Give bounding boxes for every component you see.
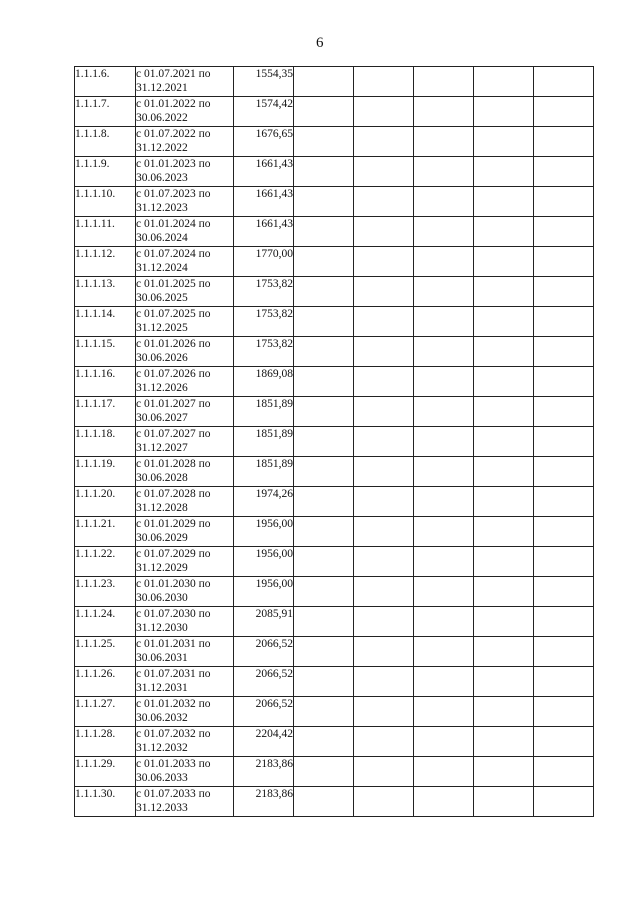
tariff-value-cell: 1753,82 [234,307,294,337]
table-row [75,397,594,427]
empty-cell [414,187,474,217]
table-row [75,157,594,187]
period-cell [136,97,234,127]
period-cell [136,757,234,787]
empty-cell [414,307,474,337]
period-cell [136,607,234,637]
period-end-line: 30.06.2031 [136,652,188,664]
item-number-cell: 1.1.1.24. [75,607,136,637]
empty-cell [294,337,354,367]
item-number-cell: 1.1.1.6. [75,67,136,97]
table-row [75,67,594,97]
empty-cell [474,247,534,277]
empty-cell [294,247,354,277]
item-number-cell: 1.1.1.10. [75,187,136,217]
period-start-line: с 01.07.2022 по [136,128,211,140]
empty-cell [474,187,534,217]
period-cell [136,277,234,307]
period-end-line: 31.12.2031 [136,682,188,694]
empty-cell [474,127,534,157]
empty-cell [474,367,534,397]
empty-cell [354,517,414,547]
tariff-value-cell: 1753,82 [234,337,294,367]
empty-cell [414,337,474,367]
empty-cell [534,637,594,667]
table-row [75,727,594,757]
tariff-value-cell: 1851,89 [234,457,294,487]
empty-cell [354,487,414,517]
tariff-value-cell: 1956,00 [234,577,294,607]
period-start-line: с 01.07.2031 по [136,668,211,680]
empty-cell [354,607,414,637]
page-number: 6 [316,35,324,51]
tariff-table [74,66,594,817]
table-body [75,67,594,817]
empty-cell [354,127,414,157]
empty-cell [354,217,414,247]
empty-cell [294,307,354,337]
empty-cell [474,217,534,247]
period-end-line: 30.06.2027 [136,412,188,424]
empty-cell [294,457,354,487]
period-start-line: с 01.07.2027 по [136,428,211,440]
empty-cell [534,397,594,427]
empty-cell [294,787,354,817]
empty-cell [414,697,474,727]
period-cell [136,487,234,517]
period-end-line: 31.12.2022 [136,142,188,154]
item-number-cell: 1.1.1.12. [75,247,136,277]
empty-cell [534,667,594,697]
item-number-cell: 1.1.1.30. [75,787,136,817]
empty-cell [354,637,414,667]
empty-cell [534,187,594,217]
tariff-value-cell: 2066,52 [234,667,294,697]
period-end-line: 31.12.2030 [136,622,188,634]
period-start-line: с 01.01.2027 по [136,398,211,410]
period-end-line: 31.12.2028 [136,502,188,514]
period-end-line: 31.12.2021 [136,82,188,94]
table-row [75,127,594,157]
period-start-line: с 01.01.2023 по [136,158,211,170]
period-start-line: с 01.07.2033 по [136,788,211,800]
empty-cell [534,487,594,517]
period-start-line: с 01.07.2023 по [136,188,211,200]
tariff-value-cell: 1956,00 [234,547,294,577]
table-row [75,427,594,457]
empty-cell [354,67,414,97]
period-start-line: с 01.01.2033 по [136,758,211,770]
empty-cell [354,247,414,277]
period-start-line: с 01.07.2028 по [136,488,211,500]
empty-cell [534,727,594,757]
period-cell [136,187,234,217]
empty-cell [534,757,594,787]
empty-cell [474,547,534,577]
tariff-value-cell: 2085,91 [234,607,294,637]
period-cell [136,787,234,817]
table-row [75,697,594,727]
period-start-line: с 01.01.2026 по [136,338,211,350]
empty-cell [294,727,354,757]
empty-cell [294,697,354,727]
empty-cell [294,187,354,217]
period-cell [136,727,234,757]
table-row [75,247,594,277]
period-cell [136,217,234,247]
period-start-line: с 01.07.2032 по [136,728,211,740]
empty-cell [534,247,594,277]
tariff-value-cell: 1974,26 [234,487,294,517]
empty-cell [474,337,534,367]
tariff-value-cell: 1753,82 [234,277,294,307]
empty-cell [294,607,354,637]
empty-cell [534,337,594,367]
empty-cell [294,427,354,457]
tariff-value-cell: 1869,08 [234,367,294,397]
period-cell [136,667,234,697]
empty-cell [354,337,414,367]
table-row [75,487,594,517]
table-row [75,337,594,367]
empty-cell [534,127,594,157]
table-row [75,517,594,547]
table-row [75,547,594,577]
empty-cell [474,637,534,667]
period-cell [136,307,234,337]
table-row [75,187,594,217]
empty-cell [414,517,474,547]
empty-cell [534,277,594,307]
empty-cell [534,97,594,127]
period-cell [136,397,234,427]
empty-cell [414,367,474,397]
empty-cell [354,457,414,487]
item-number-cell: 1.1.1.11. [75,217,136,247]
item-number-cell: 1.1.1.17. [75,397,136,427]
table-row [75,277,594,307]
empty-cell [414,667,474,697]
tariff-value-cell: 1956,00 [234,517,294,547]
empty-cell [294,577,354,607]
empty-cell [294,217,354,247]
period-cell [136,547,234,577]
empty-cell [414,247,474,277]
table-row [75,97,594,127]
period-end-line: 30.06.2022 [136,112,188,124]
empty-cell [354,727,414,757]
period-end-line: 30.06.2026 [136,352,188,364]
period-end-line: 30.06.2033 [136,772,188,784]
empty-cell [294,97,354,127]
period-end-line: 30.06.2025 [136,292,188,304]
period-end-line: 31.12.2029 [136,562,188,574]
period-end-line: 31.12.2023 [136,202,188,214]
period-start-line: с 01.01.2032 по [136,698,211,710]
item-number-cell: 1.1.1.27. [75,697,136,727]
tariff-value-cell: 1554,35 [234,67,294,97]
period-cell [136,637,234,667]
table-row [75,457,594,487]
item-number-cell: 1.1.1.8. [75,127,136,157]
period-end-line: 30.06.2032 [136,712,188,724]
empty-cell [534,547,594,577]
empty-cell [474,277,534,307]
empty-cell [294,157,354,187]
period-cell [136,517,234,547]
item-number-cell: 1.1.1.21. [75,517,136,547]
item-number-cell: 1.1.1.13. [75,277,136,307]
item-number-cell: 1.1.1.14. [75,307,136,337]
empty-cell [294,277,354,307]
table-row [75,637,594,667]
item-number-cell: 1.1.1.16. [75,367,136,397]
tariff-value-cell: 2183,86 [234,787,294,817]
period-start-line: с 01.01.2024 по [136,218,211,230]
empty-cell [414,757,474,787]
tariff-value-cell: 1661,43 [234,217,294,247]
period-cell [136,127,234,157]
tariff-value-cell: 1851,89 [234,427,294,457]
empty-cell [294,547,354,577]
empty-cell [414,427,474,457]
empty-cell [474,397,534,427]
tariff-value-cell: 1574,42 [234,97,294,127]
item-number-cell: 1.1.1.15. [75,337,136,367]
period-start-line: с 01.01.2029 по [136,518,211,530]
item-number-cell: 1.1.1.7. [75,97,136,127]
table-row [75,307,594,337]
empty-cell [354,97,414,127]
tariff-value-cell: 2204,42 [234,727,294,757]
tariff-value-cell: 2066,52 [234,697,294,727]
empty-cell [414,157,474,187]
period-start-line: с 01.01.2025 по [136,278,211,290]
period-start-line: с 01.01.2028 по [136,458,211,470]
period-start-line: с 01.01.2031 по [136,638,211,650]
empty-cell [414,577,474,607]
empty-cell [414,727,474,757]
period-cell [136,157,234,187]
tariff-value-cell: 2183,86 [234,757,294,787]
period-end-line: 31.12.2027 [136,442,188,454]
item-number-cell: 1.1.1.22. [75,547,136,577]
period-end-line: 31.12.2025 [136,322,188,334]
item-number-cell: 1.1.1.19. [75,457,136,487]
empty-cell [294,397,354,427]
empty-cell [534,157,594,187]
empty-cell [294,487,354,517]
table-row [75,607,594,637]
period-start-line: с 01.07.2029 по [136,548,211,560]
empty-cell [474,697,534,727]
period-cell [136,337,234,367]
period-start-line: с 01.01.2022 по [136,98,211,110]
empty-cell [354,187,414,217]
empty-cell [474,457,534,487]
period-start-line: с 01.07.2024 по [136,248,211,260]
empty-cell [474,157,534,187]
period-end-line: 30.06.2024 [136,232,188,244]
empty-cell [474,607,534,637]
empty-cell [414,787,474,817]
period-cell [136,67,234,97]
empty-cell [354,787,414,817]
table-row [75,217,594,247]
item-number-cell: 1.1.1.18. [75,427,136,457]
period-end-line: 30.06.2023 [136,172,188,184]
empty-cell [534,427,594,457]
period-end-line: 30.06.2030 [136,592,188,604]
item-number-cell: 1.1.1.23. [75,577,136,607]
empty-cell [474,517,534,547]
period-end-line: 31.12.2024 [136,262,188,274]
item-number-cell: 1.1.1.20. [75,487,136,517]
period-start-line: с 01.07.2025 по [136,308,211,320]
empty-cell [414,97,474,127]
period-start-line: с 01.07.2026 по [136,368,211,380]
table-row [75,757,594,787]
empty-cell [414,127,474,157]
period-start-line: с 01.07.2030 по [136,608,211,620]
empty-cell [354,547,414,577]
period-cell [136,697,234,727]
tariff-value-cell: 1661,43 [234,157,294,187]
empty-cell [474,727,534,757]
empty-cell [534,577,594,607]
empty-cell [474,577,534,607]
item-number-cell: 1.1.1.26. [75,667,136,697]
empty-cell [414,637,474,667]
period-cell [136,457,234,487]
period-end-line: 30.06.2028 [136,472,188,484]
empty-cell [354,667,414,697]
empty-cell [474,487,534,517]
empty-cell [474,427,534,457]
table-row [75,367,594,397]
tariff-value-cell: 1851,89 [234,397,294,427]
empty-cell [414,217,474,247]
empty-cell [354,427,414,457]
period-start-line: с 01.07.2021 по [136,68,211,80]
empty-cell [294,67,354,97]
empty-cell [414,67,474,97]
empty-cell [474,307,534,337]
item-number-cell: 1.1.1.29. [75,757,136,787]
empty-cell [354,307,414,337]
empty-cell [354,757,414,787]
empty-cell [474,667,534,697]
empty-cell [534,787,594,817]
empty-cell [534,457,594,487]
period-end-line: 30.06.2029 [136,532,188,544]
empty-cell [294,757,354,787]
empty-cell [414,487,474,517]
period-end-line: 31.12.2032 [136,742,188,754]
table-row [75,577,594,607]
period-cell [136,577,234,607]
empty-cell [414,397,474,427]
empty-cell [294,667,354,697]
empty-cell [474,67,534,97]
empty-cell [534,367,594,397]
tariff-value-cell: 1661,43 [234,187,294,217]
period-end-line: 31.12.2026 [136,382,188,394]
empty-cell [354,367,414,397]
empty-cell [294,637,354,667]
empty-cell [474,787,534,817]
empty-cell [534,517,594,547]
empty-cell [414,457,474,487]
empty-cell [354,157,414,187]
empty-cell [414,547,474,577]
empty-cell [534,217,594,247]
empty-cell [294,127,354,157]
period-start-line: с 01.01.2030 по [136,578,211,590]
item-number-cell: 1.1.1.25. [75,637,136,667]
empty-cell [354,577,414,607]
empty-cell [474,97,534,127]
item-number-cell: 1.1.1.9. [75,157,136,187]
tariff-value-cell: 1770,00 [234,247,294,277]
tariff-value-cell: 1676,65 [234,127,294,157]
empty-cell [414,277,474,307]
period-cell [136,367,234,397]
empty-cell [294,367,354,397]
table-row [75,787,594,817]
empty-cell [414,607,474,637]
empty-cell [474,757,534,787]
empty-cell [294,517,354,547]
empty-cell [354,397,414,427]
empty-cell [534,607,594,637]
item-number-cell: 1.1.1.28. [75,727,136,757]
period-cell [136,427,234,457]
empty-cell [534,67,594,97]
table-row [75,667,594,697]
period-cell [136,247,234,277]
tariff-value-cell: 2066,52 [234,637,294,667]
empty-cell [354,277,414,307]
empty-cell [354,697,414,727]
period-end-line: 31.12.2033 [136,802,188,814]
empty-cell [534,307,594,337]
empty-cell [534,697,594,727]
